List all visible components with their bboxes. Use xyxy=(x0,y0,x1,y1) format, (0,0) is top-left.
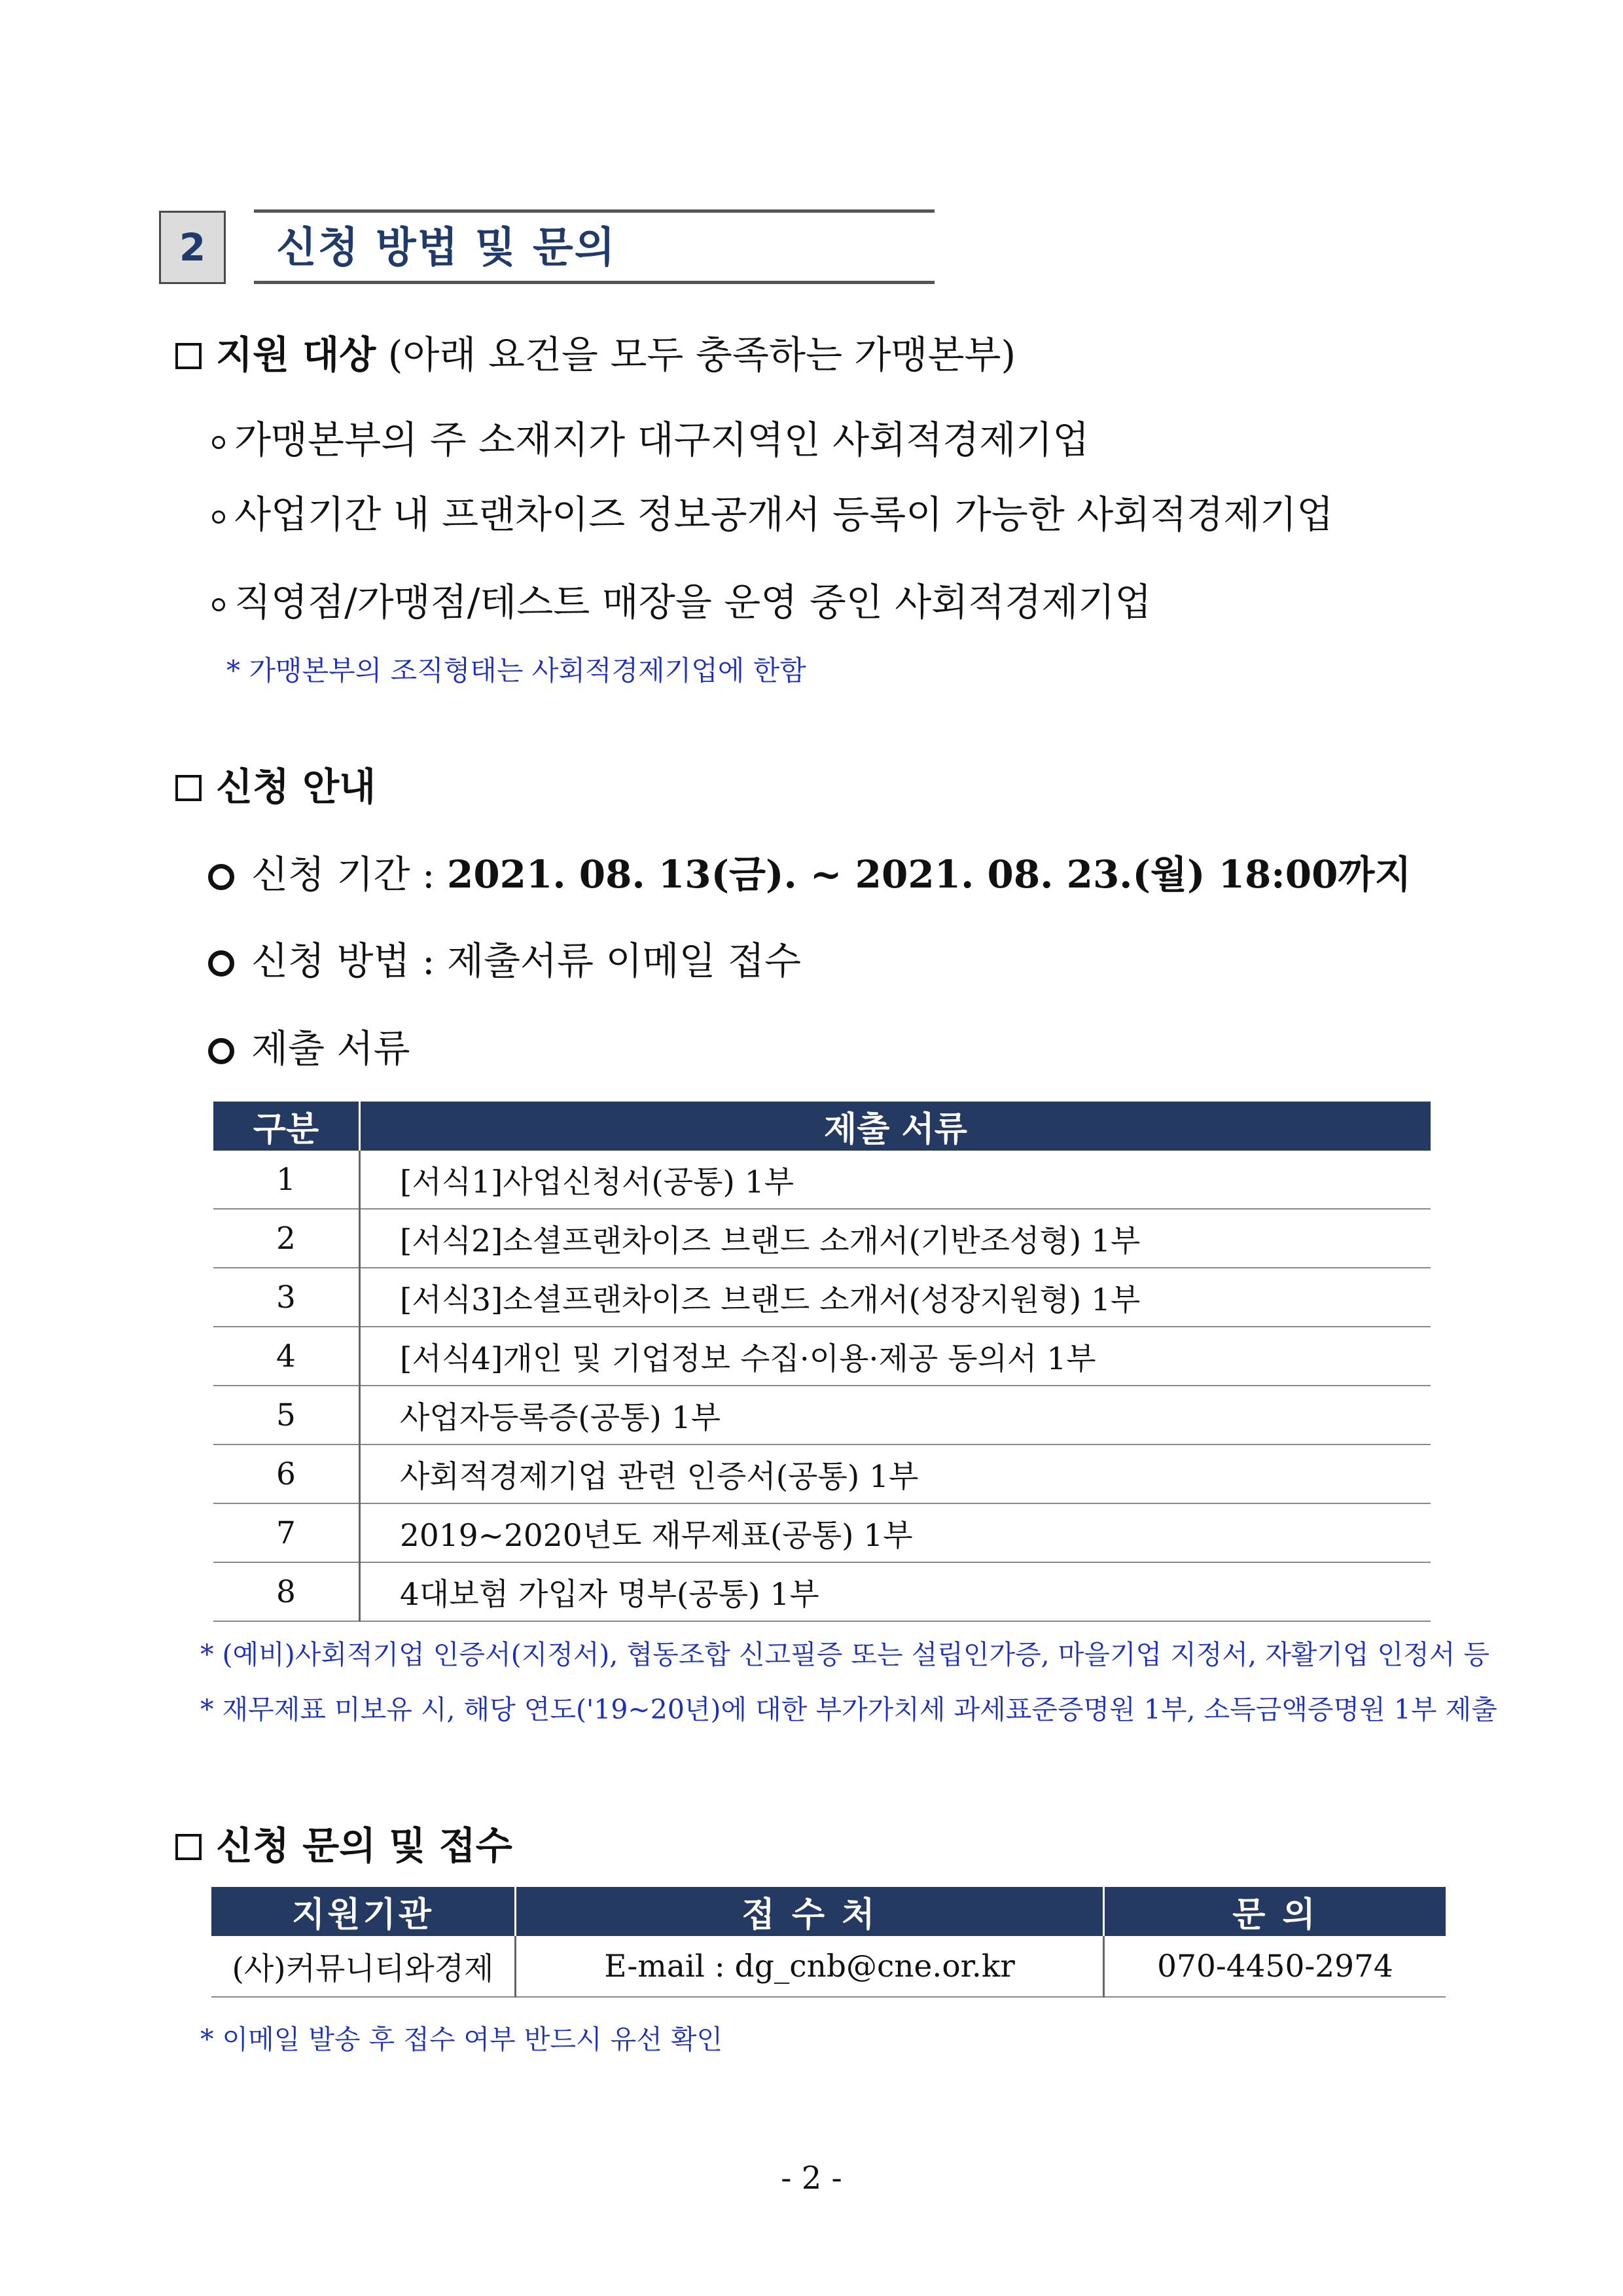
checkbox-square-icon xyxy=(175,775,202,801)
eligibility-item: 사업기간 내 프랜차이즈 정보공개서 등록이 가능한 사회적경제기업 xyxy=(212,488,1333,541)
eligibility-heading-bold: 지원 대상 xyxy=(216,332,376,377)
checkbox-square-icon xyxy=(175,1834,202,1860)
eligibility-note: * 가맹본부의 조직형태는 사회적경제기업에 한함 xyxy=(226,655,806,687)
eligibility-heading-rest: (아래 요건을 모두 충족하는 가맹본부) xyxy=(376,332,1016,377)
documents-table-header xyxy=(213,1102,1431,1151)
page-number: - 2 - xyxy=(781,2160,842,2197)
contact-col-reception: 접 수 처 xyxy=(516,1887,1104,1936)
contact-organization: (사)커뮤니티와경제 xyxy=(211,1936,516,1997)
documents-table xyxy=(213,1102,1431,1622)
table-row: 7 2019~2020년도 재무제표(공통) 1부 xyxy=(213,1503,1431,1562)
bold-circle-bullet-icon xyxy=(208,864,234,890)
contact-table-header xyxy=(211,1887,1446,1936)
documents-col-docs: 제출 서류 xyxy=(360,1102,1431,1151)
section-title: 신청 방법 및 문의 xyxy=(276,224,616,272)
documents-col-category: 구분 xyxy=(213,1102,360,1151)
application-period: 신청 기간 : 2021. 08. 13(금). ~ 2021. 08. 23.(월) 18:00까지 xyxy=(208,848,1412,901)
eligibility-item: 가맹본부의 주 소재지가 대구지역인 사회적경제기업 xyxy=(212,414,1089,466)
section-title-rule-bottom xyxy=(254,281,935,284)
contact-email: E-mail : dg_cnb@cne.or.kr xyxy=(516,1936,1104,1997)
contact-heading: 신청 문의 및 접수 xyxy=(175,1820,512,1872)
table-row: 4 [서식4]개인 및 기업정보 수집·이용·제공 동의서 1부 xyxy=(213,1327,1431,1386)
table-row: 6 사회적경제기업 관련 인증서(공통) 1부 xyxy=(213,1444,1431,1503)
open-circle-bullet-icon xyxy=(212,511,225,524)
section-title-rule-top xyxy=(254,209,935,213)
contact-phone: 070-4450-2974 xyxy=(1104,1936,1446,1997)
table-row: 3 [서식3]소셜프랜차이즈 브랜드 소개서(성장지원형) 1부 xyxy=(213,1268,1431,1327)
open-circle-bullet-icon xyxy=(212,598,225,611)
eligibility-heading xyxy=(175,329,1016,381)
bold-circle-bullet-icon xyxy=(208,950,234,977)
table-row: 2 [서식2]소셜프랜차이즈 브랜드 소개서(기반조성형) 1부 xyxy=(213,1209,1431,1268)
section-number: 2 xyxy=(159,211,226,284)
contact-col-inquiry: 문 의 xyxy=(1104,1887,1446,1936)
open-circle-bullet-icon xyxy=(212,436,225,449)
application-method: 신청 방법 : 제출서류 이메일 접수 xyxy=(208,935,801,987)
table-row: 5 사업자등록증(공통) 1부 xyxy=(213,1386,1431,1444)
application-period-value: 2021. 08. 13(금). ~ 2021. 08. 23.(월) 18:00까지 xyxy=(446,852,1412,897)
checkbox-square-icon xyxy=(175,343,202,369)
documents-note: * (예비)사회적기업 인증서(지정서), 협동조합 신고필증 또는 설립인가증, 마을기업 지정서, 자활기업 인정서 등 xyxy=(200,1639,1489,1670)
contact-note: * 이메일 발송 후 접수 여부 반드시 유선 확인 xyxy=(200,2024,723,2055)
application-docs-label: 제출 서류 xyxy=(208,1022,410,1075)
eligibility-item: 직영점/가맹점/테스트 매장을 운영 중인 사회적경제기업 xyxy=(212,576,1151,628)
table-row: 1 [서식1]사업신청서(공통) 1부 xyxy=(213,1151,1431,1209)
bold-circle-bullet-icon xyxy=(208,1038,234,1064)
contact-col-organization: 지원기관 xyxy=(211,1887,516,1936)
table-row xyxy=(211,1936,1446,1997)
table-row: 8 4대보험 가입자 명부(공통) 1부 xyxy=(213,1562,1431,1621)
contact-table xyxy=(211,1887,1446,1998)
documents-note: * 재무제표 미보유 시, 해당 연도('19~20년)에 대한 부가가치세 과세표준증명원 1부, 소득금액증명원 1부 제출 xyxy=(200,1694,1497,1725)
application-heading: 신청 안내 xyxy=(175,761,376,813)
